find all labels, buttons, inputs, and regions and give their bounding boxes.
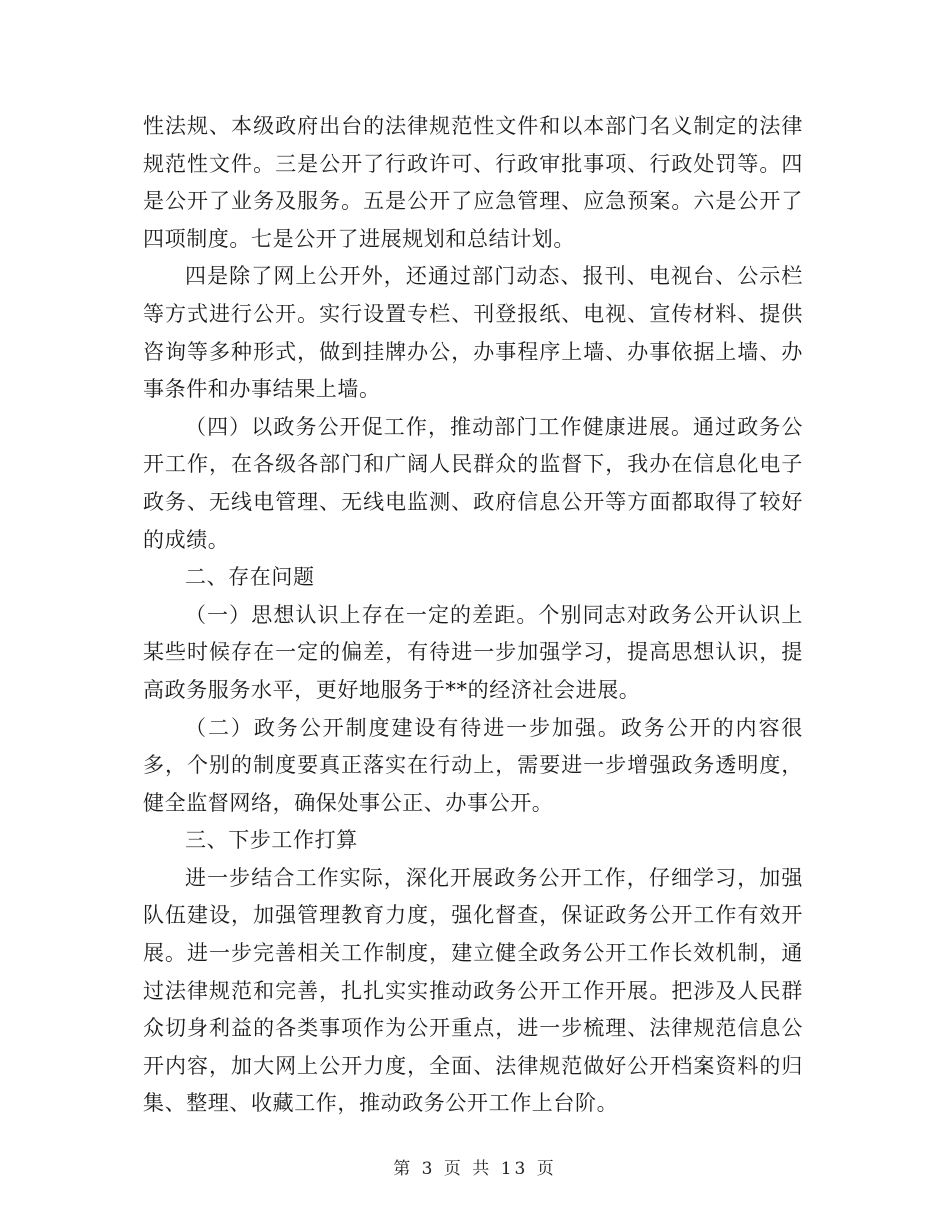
- paragraph-2: 四是除了网上公开外，还通过部门动态、报刊、电视台、公示栏等方式进行公开。实行设置专栏、刊登报纸、电视、宣传材料、提供咨询等多种形式，做到挂牌办公，办事程序上墙、办事依据上墙、办事条件和办事结果上墙。: [143, 264, 803, 402]
- paragraph-6: （二）政务公开制度建设有待进一步加强。政务公开的内容很多，个别的制度要真正落实在行动上，需要进一步增强政务透明度，健全监督网络，确保处事公正、办事公开。: [143, 715, 803, 815]
- document-body: [143, 108, 803, 1123]
- section-heading-next-steps: 三、下步工作打算: [185, 828, 358, 853]
- paragraph-1: 性法规、本级政府出台的法律规范性文件和以本部门名义制定的法律规范性文件。三是公开了行政许可、行政审批事项、行政处罚等。四是公开了业务及服务。五是公开了应急管理、应急预案。六是公开了四项制度。七是公开了进展规划和总结计划。: [143, 114, 803, 251]
- section-heading-problems: 二、存在问题: [185, 565, 315, 590]
- page-number-footer: 第 3 页 共 13 页: [393, 1159, 557, 1179]
- paragraph-5: （一）思想认识上存在一定的差距。个别同志对政务公开认识上某些时候存在一定的偏差，有待进一步加强学习，提高思想认识，提高政务服务水平，更好地服务于**的经济社会进展。: [143, 602, 803, 702]
- paragraph-8: 进一步结合工作实际，深化开展政务公开工作，仔细学习，加强队伍建设，加强管理教育力度，强化督查，保证政务公开工作有效开展。进一步完善相关工作制度，建立健全政务公开工作长效机制，通过法律规范和完善，扎扎实实推动政务公开工作开展。把涉及人民群众切身利益的各类事项作为公开重点，进一步梳理、法律规范信息公开内容，加大网上公开力度，全面、法律规范做好公开档案资料的归集、整理、收藏工作，推动政务公开工作上台阶。: [143, 865, 803, 1116]
- paragraph-3: （四）以政务公开促工作，推动部门工作健康进展。通过政务公开工作，在各级各部门和广阔人民群众的监督下，我办在信息化电子政务、无线电管理、无线电监测、政府信息公开等方面都取得了较好的成绩。: [143, 414, 803, 552]
